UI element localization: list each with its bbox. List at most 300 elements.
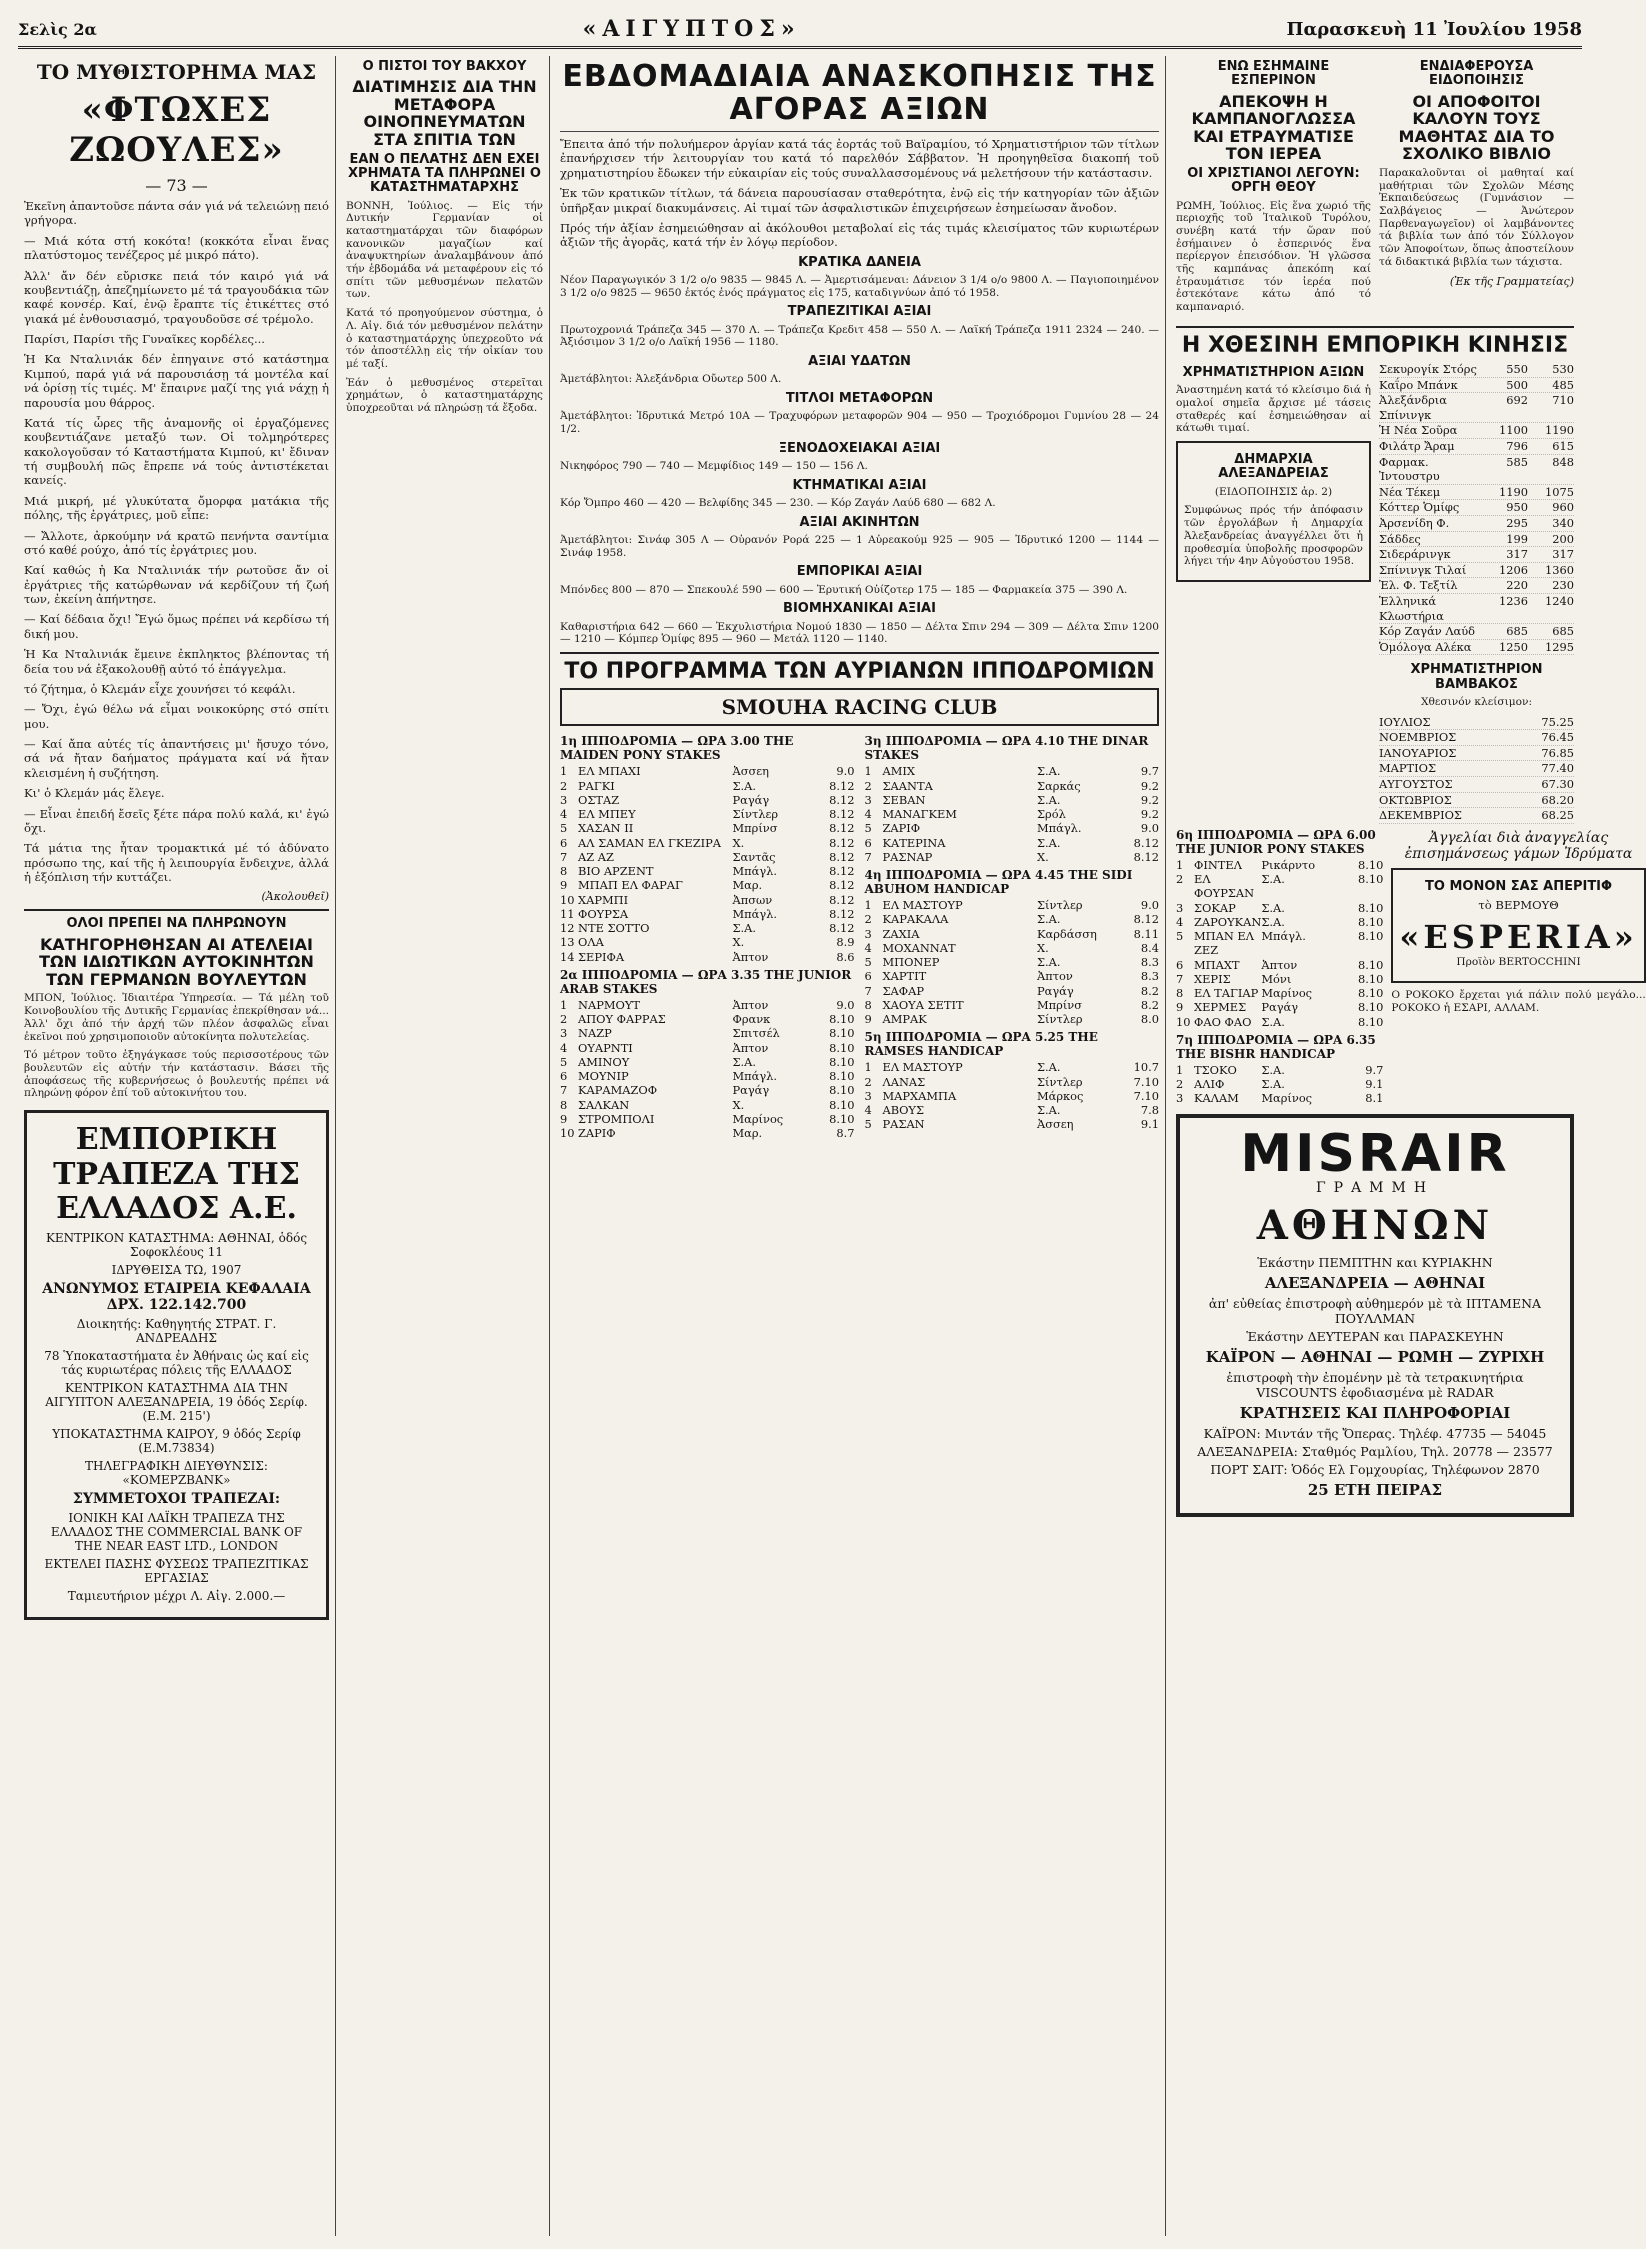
cotton-month: ΔΕΚΕΜΒΡΙΟΣ (1379, 808, 1462, 823)
serial-paragraph: — Καί δέδαια ὄχι! Ἔγώ ὅμως πρέπει νά κερδίσω τή δική μου. (24, 612, 329, 641)
entry-number: 6 (1176, 957, 1184, 972)
race-title: 7η ΙΠΠΟΔΡΟΜΙΑ — ΩΡΑ 6.35 THE BISHR HANDICAP (1176, 1032, 1376, 1061)
race-entry (865, 898, 1160, 912)
misrair-line: ἐπιστροφὴ τὴν ἐπομένην μὲ τὰ τετρακινητήρια VISCOUNTS ἐφοδιασμένα μὲ RADAR (1226, 1369, 1524, 1400)
entry-jockey: Σίντλερ (1037, 898, 1083, 913)
entry-weight: 8.10 (829, 1111, 855, 1126)
serial-signoff: (Ἀκολουθεῖ) (261, 890, 329, 904)
serial-paragraph: Ἡ Κα Νταλινιάκ ἔμεινε ἐκπληκτος βλέποντας τή δεία του νά ἐξακολουθῇ αὐτό τό ἐπάγγελμα. (24, 647, 329, 676)
entry-jockey: Μπάγλ. (732, 864, 777, 879)
entry-horse: ΖΑΧΙΑ (882, 926, 920, 941)
entry-horse: ΧΕΡΜΕΣ (1194, 1000, 1247, 1015)
market-headline: ΕΒΔΟΜΑΔΙΑΙΑ ΑΝΑΣΚΟΠΗΣΙΣ ΤΗΣ ΑΓΟΡΑΣ ΑΞΙΩΝ (562, 59, 1157, 127)
misrair-footer: 25 ΕΤΗ ΠΕΙΡΑΣ (1307, 1480, 1443, 1499)
market-section-text: Καθαριστήρια 642 — 660 — Ἐκχυλιστήρια Νομού 1830 — 1850 — Δέλτα Σπιν 294 — 309 — Δέλτα Σπιν 1200 — 1210 — Κόμπερ Ὁμίφς 895 — 960 — Μετάλ 1120 — 1140. (560, 620, 1159, 646)
race-entries (865, 898, 1160, 1026)
serial-paragraph: Ἐκεῖνη ἀπαντοῦσε πάντα σάν γιά νά τελειώνῃ πειό γρήγορα. (24, 199, 329, 228)
stocks-intro: Ἀναστημένη κατά τό κλείσιμο διά ἡ ομαλοί σημεῖα ἄρχισε μέ τάσεις σταθερές καί ἐσημειώθησαν αἱ κάτωθι τιμαί. (1176, 384, 1371, 435)
entry-number: 3 (864, 926, 872, 941)
entry-number: 6 (560, 1069, 568, 1084)
serial-paragraph: — Ὄχι, ἐγώ θέλω νά εἶμαι νοικοκύρης στό σπίτι μου. (24, 702, 329, 731)
stock-close: 317 (1552, 547, 1574, 562)
stock-open: 685 (1506, 624, 1528, 639)
stock-open: 796 (1506, 439, 1528, 454)
stock-name: Κόττερ Ὁμίφς (1379, 500, 1460, 515)
entry-number: 1 (864, 898, 872, 913)
entry-horse: ΧΑΣΑΝ ΙΙ (578, 821, 634, 836)
race-entry (865, 984, 1160, 998)
entry-jockey: Μπάγλ. (732, 1069, 777, 1084)
stock-row (1379, 455, 1574, 485)
entry-weight: 8.3 (1140, 969, 1159, 984)
entry-weight: 9.0 (1140, 898, 1159, 913)
cotton-row (1379, 777, 1574, 793)
entry-number: 6 (864, 835, 872, 850)
entry-jockey: Μαρίνος (1261, 1091, 1313, 1106)
race-entry (560, 1069, 855, 1083)
race-entry (865, 764, 1160, 778)
stock-row (1379, 578, 1574, 594)
stock-name: Κόρ Ζαγάν Λαύδ (1379, 624, 1476, 639)
entry-number: 2 (1176, 1077, 1184, 1092)
entry-weight: 8.6 (836, 949, 855, 964)
stock-open: 692 (1506, 393, 1528, 408)
market-section-text: Πρωτοχρονιά Τράπεζα 345 — 370 Λ. — Τράπεζα Κρεδιτ 458 — 550 Λ. — Λαϊκή Τράπεζα 1911 2324 — 240. — Ἀξιόσιμον 3 1/2 ο/ο Λαϊκή 1956 — 1180. (560, 323, 1159, 349)
alexandria-notice (1176, 441, 1371, 582)
misrair-sub: ΓΡΑΜΜΗ (1315, 1179, 1435, 1196)
race-entry (560, 1083, 855, 1097)
stock-open: 1206 (1499, 562, 1528, 577)
entry-jockey: Ἀπσων (732, 892, 773, 907)
stock-open: 1236 (1499, 593, 1528, 608)
race-entry (560, 907, 855, 921)
commerce-grid (1176, 362, 1574, 824)
stock-row (1379, 362, 1574, 378)
stock-name: Φιλάτρ Ἄραμ (1379, 439, 1455, 454)
misrair-advertisement (1176, 1114, 1574, 1517)
stock-close: 1240 (1545, 593, 1574, 608)
cotton-month: ΙΑΝΟΥΑΡΙΟΣ (1379, 745, 1457, 760)
race-entry (865, 1089, 1160, 1103)
esperia-brand-line: τὸ ΒΕΡΜΟΥΘ (1478, 898, 1559, 913)
stock-name: Φαρμακ. Ἰντουστρυ (1379, 454, 1440, 484)
masthead (18, 12, 1582, 49)
entry-number: 11 (560, 906, 575, 921)
race-entry (560, 893, 855, 907)
entry-jockey: Χ. (1037, 940, 1049, 955)
serial-paragraph: Τά μάτια της ἦταν τρομακτικά μέ τό ἀδύνατο πρόσωπο της, καί τῆς ἡ λειπουργία ἔνδειχνε, ἀλλά ἡ ἐξόπλιση τήν κυττάζει. (24, 841, 329, 884)
misrair-line: ΑΛΕΞΑΝΔΡΕΙΑ: Σταθμός Ραμλίου, Τηλ. 20778 — 23577 (1197, 1443, 1553, 1459)
market-section-title: ΚΤΗΜΑΤΙΚΑΙ ΑΞΙΑΙ (792, 477, 927, 493)
entry-horse: ΚΑΛΑΜ (1194, 1091, 1239, 1106)
stock-name: Σάδδες (1379, 531, 1421, 546)
stock-close: 710 (1552, 393, 1574, 408)
race-entry (865, 807, 1160, 821)
entry-horse: ΚΑΤΕΡΙΝΑ (882, 835, 946, 850)
entry-jockey: Μάρκος (1037, 1088, 1084, 1103)
stock-name: Ἐλ. Φ. Τεξτίλ (1379, 578, 1458, 593)
entry-jockey: Σ.Α. (1261, 914, 1285, 929)
race-entry (560, 1012, 855, 1026)
entry-horse: ΜΠΑΠ ΕΛ ΦΑΡΑΓ (578, 878, 683, 893)
race-entry (865, 1117, 1160, 1131)
market-section-title: ΤΙΤΛΟΙ ΜΕΤΑΦΟΡΩΝ (785, 391, 934, 407)
esperia-kicker: ΤΟ ΜΟΝΟΝ ΣΑΣ ΑΠΕΡΙΤΙΦ (1425, 878, 1613, 894)
entry-weight: 8.1 (1365, 1091, 1384, 1106)
entry-jockey: Ραγάγ (732, 1083, 770, 1098)
deputies-kicker: ΟΛΟΙ ΠΡΕΠΕΙ ΝΑ ΠΛΗΡΩΝΟΥΝ (66, 916, 287, 932)
bank-advertisement (24, 1110, 329, 1620)
entry-number: 1 (1176, 857, 1184, 872)
entry-number: 9 (1176, 1000, 1184, 1015)
race-entries (560, 998, 855, 1141)
entry-number: 6 (864, 969, 872, 984)
race-entry (865, 850, 1160, 864)
race-title: 5η ΙΠΠΟΔΡΟΜΙΑ — ΩΡΑ 5.25 THE RAMSES HANDICAP (864, 1030, 1098, 1059)
entry-jockey: Ραγάγ (1037, 983, 1074, 998)
entry-number: 3 (1176, 1091, 1184, 1106)
serial-paragraph: Παρίσι, Παρίσι τῆς Γυναῖκες κορδέλες... (24, 332, 265, 346)
race-entry (1176, 915, 1383, 929)
entry-jockey: Σ.Α. (1037, 1103, 1061, 1118)
bank-founded: ΙΔΡΥΘΕΙΣΑ ΤΩ, 1907 (111, 1262, 242, 1277)
races-headline: ΤΟ ΠΡΟΓΡΑΜΜΑ ΤΩΝ ΑΥΡΙΑΝΩΝ ΙΠΠΟΔΡΟΜΙΩΝ (564, 659, 1155, 685)
entry-horse: ΣΑΦΑΡ (882, 983, 925, 998)
race-entry (560, 807, 855, 821)
entry-weight: 9.0 (836, 764, 855, 779)
entry-weight: 8.10 (829, 1097, 855, 1112)
entry-jockey: Σ.Α. (1037, 792, 1061, 807)
entry-weight: 8.10 (829, 1054, 855, 1069)
cotton-price: 75.25 (1541, 714, 1574, 729)
race-entry (1176, 1000, 1383, 1014)
entry-jockey: Ἀπτον (732, 997, 769, 1012)
entry-weight: 7.8 (1140, 1103, 1159, 1118)
entry-horse: ΑΖ ΑΖ (578, 849, 614, 864)
entry-weight: 10.7 (1133, 1060, 1159, 1075)
entry-jockey: Ραγάγ (732, 792, 770, 807)
column-wine (340, 56, 550, 2236)
stock-open: 317 (1506, 547, 1528, 562)
entry-jockey: Σίντλερ (1037, 1012, 1083, 1027)
entry-horse: ΣΕΒΑΝ (882, 792, 926, 807)
entry-jockey: Ἀπτον (1037, 969, 1073, 984)
race-entries (560, 764, 855, 964)
entry-weight: 8.10 (1358, 914, 1384, 929)
entry-horse: ΕΛ ΜΑΣΤΟΥΡ (882, 1060, 963, 1075)
column-market (554, 56, 1166, 2236)
race-entry (1176, 1015, 1383, 1029)
race-extra-grid (1176, 824, 1646, 1106)
market-section-text: Ἀμετάβλητοι: Σινάφ 305 Λ — Οὐρανόν Ρορά 225 — 1 Αὐρεακούμ 925 — 905 — Ἰδρυτικό 1200 — 1144 — Σινάφ 1958. (560, 534, 1159, 559)
alexandria-subhead: (ΕΙΔΟΠΟΙΗΣΙΣ ἀρ. 2) (1214, 485, 1333, 498)
wine-subhead: ΕΑΝ Ο ΠΕΛΑΤΗΣ ΔΕΝ ΕΧΕΙ ΧΡΗΜΑΤΑ ΤΑ ΠΛΗΡΩΝΕΙ Ο ΚΑΤΑΣΤΗΜΑΤΑΡΧΗΣ (348, 151, 541, 196)
column-serial (18, 56, 336, 2236)
race-title: 6η ΙΠΠΟΔΡΟΜΙΑ — ΩΡΑ 6.00 THE JUNIOR PONY STAKES (1176, 827, 1376, 856)
evening-text: ΡΩΜΗ, Ἰούλιος. Εἰς ἕνα χωριό τῆς περιοχῆς τοῦ Ἰταλικοῦ Τυρόλου, συνέβη κατά τήν ὥραν πού ἐσήμαινεν ὁ ἑσπερινός ἕνα περίεργον ἐπεισόδιον. Ἡ γλῶσσα τῆς καμπάνας ἀπεκόπη καί ἐτραυμάτισε τόν ἱερέα πού ἐστεκότανε κάτω ἀπό τό καμπαναριό. (1176, 199, 1371, 314)
race-entry (560, 1112, 855, 1126)
entry-horse: ΖΑΡΙΦ (578, 1126, 616, 1141)
entry-weight: 8.10 (1358, 872, 1384, 887)
race-entry (560, 1026, 855, 1040)
market-paragraph: Ἔπειτα ἀπό τήν πολυήμερον ἀργίαν κατά τάς ἑορτάς τοῦ Βαϊραμίου, τό Χρηματιστήριον τῶν τίτλων ἐπανήρχισεν τήν λειτουργίαν του κατά τό παρελθόν Σάββατον. Ἡ προηγηθεῖσα διακοπή τοῦ χρηματιστηρίου ἔδωκεν τήν εὐκαιρίαν εἰς τούς συναλλασσομένους νά μελετήσουν τήν κατάστασιν. (560, 137, 1159, 180)
misrair-line: Ἑκάστην ΠΕΜΠΤΗΝ και ΚΥΡΙΑΚΗΝ (1257, 1254, 1493, 1270)
entry-horse: ΦΟΥΡΣΑ (578, 906, 629, 921)
race-entry (865, 1012, 1160, 1026)
race-title: 1η ΙΠΠΟΔΡΟΜΙΑ — ΩΡΑ 3.00 THE MAIDEN PONY STAKES (560, 734, 794, 763)
stocks-panel (1176, 362, 1371, 824)
entry-horse: ΜΠΟΝΕΡ (882, 955, 940, 970)
entry-horse: ΑΛ ΣΑΜΑΝ ΕΛ ΓΚΕΖΙΡΑ (578, 835, 722, 850)
race-entry (865, 836, 1160, 850)
race-entry (560, 836, 855, 850)
entry-jockey: Σ.Α. (1261, 1077, 1285, 1092)
entry-horse: ΝΤΕ ΣΟΤΤΟ (578, 921, 650, 936)
stock-name: Ἡ Νέα Σοῦρα (1379, 423, 1458, 438)
entry-horse: ΜΠΑΝ ΕΛ ΖΕΖ (1194, 929, 1254, 958)
cotton-month: ΟΚΤΩΒΡΙΟΣ (1379, 792, 1452, 807)
race-entry (865, 912, 1160, 926)
race-entry (560, 779, 855, 793)
entry-horse: ΕΛ ΤΑΓΙΑΡ (1194, 986, 1259, 1001)
entry-jockey: Μπρίνσ (732, 821, 778, 836)
deputies-paragraph: Τό μέτρον τοῦτο ἐξηγάγκασε τούς περισσοτέρους τῶν βουλευτῶν εἰς αὐτήν τήν κατάστασιν. Βάσει τῆς ἀποφάσεως τῆς κυβερνήσεως ὁ βουλευτής πρέπει νά πληρώνῃ φόρον ἐπί τοῦ αὐτοκινήτου του. (24, 1049, 329, 1100)
divider (24, 909, 329, 911)
entry-number: 5 (864, 1117, 872, 1132)
entry-horse: ΣΟΚΑΡ (1194, 900, 1236, 915)
entry-horse: ΒΙΟ ΑΡΖΕΝΤ (578, 864, 654, 879)
race-entry (560, 793, 855, 807)
market-section-text: Νικηφόρος 790 — 740 — Μεμφίδιος 149 — 150 — 156 Λ. (560, 460, 868, 473)
stocks-table (1379, 362, 1574, 655)
race-entry (560, 1098, 855, 1112)
divider (560, 131, 1159, 132)
stock-name: Καΐρο Μπάνκ (1379, 377, 1458, 392)
entry-jockey: Σπιτσέλ (732, 1026, 780, 1041)
esperia-brand: «ESPERIA» (1399, 918, 1638, 957)
entry-weight: 8.12 (829, 921, 855, 936)
race-entries (1176, 1063, 1383, 1106)
entry-weight: 9.7 (1140, 764, 1159, 779)
cotton-row (1379, 746, 1574, 762)
entry-weight: 8.9 (836, 935, 855, 950)
evening-kicker: ΕΝΩ ΕΣΗΜΑΙΝΕ ΕΣΠΕΡΙΝΟΝ (1217, 59, 1330, 89)
entry-weight: 8.10 (1358, 971, 1384, 986)
race-entry (560, 821, 855, 835)
entry-weight: 8.10 (1358, 1014, 1384, 1029)
bank-capital: ΑΝΩΝΥΜΟΣ ΕΤΑΙΡΕΙΑ ΚΕΦΑΛΑΙΑ ΔΡΧ. 122.142.700 (42, 1280, 311, 1313)
cotton-row (1379, 715, 1574, 731)
bank-vaults: Ταμιευτήριον μέχρι Λ. Αἰγ. 2.000.— (67, 1588, 286, 1603)
wine-headline: ΔΙΑΤΙΜΗΣΙΣ ΔΙΑ ΤΗΝ ΜΕΤΑΦΟΡΑ ΟΙΝΟΠΝΕΥΜΑΤΩΝ ΣΤΑ ΣΠΙΤΙΑ ΤΩΝ (352, 77, 537, 150)
entry-weight: 9.2 (1140, 778, 1159, 793)
wine-kicker: Ο ΠΙΣΤΟΙ ΤΟΥ ΒΑΚΧΟΥ (362, 59, 527, 74)
cotton-row (1379, 730, 1574, 746)
school-headline: ΟΙ ΑΠΟΦΟΙΤΟΙ ΚΑΛΟΥΝ ΤΟΥΣ ΜΑΘΗΤΑΣ ΔΙΑ ΤΟ ΣΧΟΛΙΚΟ ΒΙΒΛΙΟ (1398, 91, 1555, 164)
entry-number: 2 (560, 778, 568, 793)
race-entry (560, 1041, 855, 1055)
stock-row (1379, 532, 1574, 548)
entry-horse: ΚΑΡΑΚΑΛΑ (882, 912, 949, 927)
entry-weight: 9.7 (1365, 1062, 1384, 1077)
bank-egypt-hq: ΚΕΝΤΡΙΚΟΝ ΚΑΤΑΣΤΗΜΑ ΔΙΑ ΤΗΝ ΑΙΓΥΠΤΟΝ ΑΛΕΞΑΝΔΡΕΙΑ, 19 ὁδός Σερίφ. (Ε.Μ. 215') (45, 1380, 308, 1423)
stock-row (1379, 624, 1574, 640)
race-column (560, 730, 855, 1140)
entry-horse: ΖΑΡΙΦ (882, 821, 921, 836)
market-section-title: ΚΡΑΤΙΚΑ ΔΑΝΕΙΑ (798, 254, 921, 270)
market-section-text: Νέον Παραγωγικόν 3 1/2 ο/ο 9835 — 9845 Λ. — Ἀμερτισάμεναι: Δάνειον 3 1/4 ο/ο 9800 Λ. — Παγιοποιημένον 3 1/2 ο/ο 9825 — 9650 ἐκτός ἐνός πράγματος εἰς 175, καταδιγνύων ἀπό τό 1958. (560, 273, 1159, 299)
entry-jockey: Μόνι (1261, 971, 1292, 986)
entry-horse: ΡΑΣΑΝ (882, 1117, 925, 1132)
entry-jockey: Χ. (1037, 849, 1049, 864)
commerce-headline: Η ΧΘΕΣΙΝΗ ΕΜΠΟΡΙΚΗ ΚΙΝΗΣΙΣ (1181, 332, 1569, 358)
stock-close: 615 (1552, 439, 1574, 454)
entry-horse: ΜΠΑΧΤ (1194, 957, 1240, 972)
stock-name: Ἑλληνικά Κλωστήρια (1379, 593, 1444, 623)
entry-number: 7 (864, 849, 872, 864)
cotton-month: ΙΟΥΛΙΟΣ (1379, 714, 1431, 729)
stock-open: 1190 (1499, 484, 1528, 499)
entry-jockey: Μαρ. (732, 878, 763, 893)
stocks-table-panel (1379, 362, 1574, 824)
serial-paragraph: Καί καθώς ἡ Κα Νταλινιάκ τήν ρωτοῦσε ἄν οἱ ἐργάτριες τῆς κατώρθωναν νά κερδίζουν τή ζωή των, ἐκείνη ἀπήντησε. (24, 563, 329, 606)
entry-jockey: Μπάγλ. (1037, 821, 1082, 836)
stock-open: 950 (1506, 500, 1528, 515)
entry-weight: 8.12 (829, 864, 855, 879)
misrair-line: ἀπ' εὐθείας ἐπιστροφὴ αὐθημερόν μὲ τὰ ΙΠΤΑΜΕΝΑ ΠΟΥΛΛΜΑΝ (1208, 1295, 1542, 1326)
entry-horse: ΡΑΣΝΑΡ (882, 849, 933, 864)
serial-paragraph: — Ἄλλοτε, ἀρκούμην νά κρατῶ πενήντα σαντίμια στό καθέ ρούχο, ἀπό τίς ἐργάτριες μου. (24, 528, 329, 557)
entry-weight: 8.10 (1358, 986, 1384, 1001)
cotton-month: ΝΟΕΜΒΡΙΟΣ (1379, 730, 1457, 745)
cotton-row (1379, 793, 1574, 809)
race-entry (1176, 972, 1383, 986)
market-section-title: ΕΜΠΟΡΙΚΑΙ ΑΞΙΑΙ (796, 564, 923, 580)
cotton-price: 68.20 (1541, 792, 1574, 807)
bank-branches: 78 Ὑποκαταστήματα ἐν Ἀθήναις ὡς καί εἰς τάς κυριωτέρας πόλεις τῆς ΕΛΛΑΔΟΣ (44, 1348, 309, 1377)
cotton-price: 67.30 (1541, 777, 1574, 792)
entry-number: 5 (864, 821, 872, 836)
entry-horse: ΧΑΟΥΑ ΣΕΤΙΤ (882, 997, 964, 1012)
market-section-title: ΤΡΑΠΕΖΙΤΙΚΑΙ ΑΞΙΑΙ (787, 304, 932, 320)
entry-horse: ΟΣΤΑΖ (578, 792, 620, 807)
stock-close: 1295 (1545, 639, 1574, 654)
entry-number: 14 (560, 949, 575, 964)
cotton-row (1379, 761, 1574, 777)
entry-number: 10 (560, 1126, 575, 1141)
serial-paragraph: — Μιά κότα στή κοκότα! (κοκκότα εἶναι ἕνας πλατύστομος τενέζερος μέ μικρό πάτο). (24, 233, 329, 263)
race-title: 4η ΙΠΠΟΔΡΟΜΙΑ — ΩΡΑ 4.45 THE SIDI ABUHOM HANDICAP (864, 868, 1133, 897)
race-entry (865, 1060, 1160, 1074)
market-section-title: ΑΞΙΑΙ ΑΚΙΝΗΤΩΝ (799, 514, 920, 530)
school-story (1379, 56, 1574, 320)
stocks-title: ΧΡΗΜΑΤΙΣΤΗΡΙΟΝ ΑΞΙΩΝ (1182, 365, 1365, 381)
bank-partners: ΙΟΝΙΚΗ ΚΑΙ ΛΑΪΚΗ ΤΡΑΠΕΖΑ ΤΗΣ ΕΛΛΑΔΟΣ THE COMMERCIAL BANK OF THE NEAR EAST LTD., LONDON (50, 1510, 303, 1553)
entry-number: 2 (864, 912, 872, 927)
entry-jockey: Σαρκάς (1037, 778, 1081, 793)
entry-weight: 9.2 (1140, 792, 1159, 807)
bank-partners-title: ΣΥΜΜΕΤΟΧΟΙ ΤΡΑΠΕΖΑΙ: (72, 1490, 281, 1507)
entry-number: 3 (864, 792, 872, 807)
entry-horse: ΝΑΡΜΟΥΤ (578, 997, 640, 1012)
entry-weight: 8.12 (1133, 912, 1159, 927)
market-section-text: Ἀμετάβλητοι: Ἀλεξάνδρια Οὔωτερ 500 Λ. (560, 373, 782, 386)
entry-jockey: Μαρ. (732, 1126, 763, 1141)
entry-weight: 8.12 (829, 849, 855, 864)
misrair-line: ΠΟΡΤ ΣΑΙΤ: Ὁδός Ελ Γομχουρίας, Τηλέφωνον 2870 (1210, 1461, 1540, 1477)
market-paragraph: Πρός τήν ἀξίαν ἐσημειώθησαν αἱ ἀκόλουθοι μεταβολαί εἰς τάς τιμάς κλεισίματος τῶν κυριωτέρων ἀξιῶν τῆς ἀγορᾶς, κατά τήν ἐν λόγῳ περίοδον. (560, 220, 1159, 250)
entry-weight: 8.10 (829, 1083, 855, 1098)
entry-number: 5 (560, 821, 568, 836)
entry-jockey: Μπάγλ. (1261, 929, 1306, 944)
serial-paragraph: Κατά τίς ὧρες τῆς ἀναμονῆς οἱ ἐργαζόμενες κουβεντιάζανε μεταξύ των. Οἱ τολμηρότερες κακολογοῦσαν τό Καταστήματα Κιμπού, κι' ἔδιναν τή συμβουλή πῶς ἔπρεπε νά τούς ἀντιστέκεται κανείς. (24, 415, 329, 488)
entry-horse: ΕΛ ΜΠΕΥ (578, 807, 636, 822)
serial-paragraph: — Εἶναι ἐπειδή ἔσεῖς ξέτε πάρα πολύ καλά, κι' ἐγώ ὄχι. (24, 806, 329, 835)
entry-weight: 8.2 (1140, 997, 1159, 1012)
entry-number: 3 (560, 792, 568, 807)
page-number: Σελὶς 2α (18, 19, 97, 39)
evening-subhead: ΟΙ ΧΡΙΣΤΙΑΝΟΙ ΛΕΓΟΥΝ: ΟΡΓΗ ΘΕΟΥ (1187, 165, 1360, 196)
entry-jockey: Σ.Α. (1037, 835, 1061, 850)
entry-horse: ΡΑΓΚΙ (578, 778, 615, 793)
entry-weight: 8.10 (1358, 900, 1384, 915)
entry-jockey: Ἀσσεη (1037, 1117, 1074, 1132)
entry-horse: ΦΑΟ ΦΑΟ (1194, 1014, 1252, 1029)
race-entries (865, 764, 1160, 864)
entry-number: 3 (560, 1026, 568, 1041)
entry-number: 1 (864, 1060, 872, 1075)
entry-jockey: Σ.Α. (1037, 912, 1061, 927)
stock-open: 500 (1506, 377, 1528, 392)
entry-jockey: Ἀπτον (1261, 957, 1298, 972)
entry-jockey: Μπάγλ. (732, 906, 777, 921)
entry-number: 9 (560, 878, 568, 893)
entry-horse: ΑΜΙΧ (882, 764, 915, 779)
entry-weight: 8.12 (829, 807, 855, 822)
stock-close: 530 (1552, 362, 1574, 377)
stock-row (1379, 594, 1574, 624)
entry-horse: ΣΕΡΙΦΑ (578, 949, 625, 964)
misrair-line: Ἑκάστην ΔΕΥΤΕΡΑΝ και ΠΑΡΑΣΚΕΥΗΝ (1246, 1328, 1504, 1344)
stock-name: Ὁμόλογα Αλέκα (1379, 639, 1472, 654)
entry-weight: 8.7 (836, 1126, 855, 1141)
cotton-month: ΑΥΓΟΥΣΤΟΣ (1379, 777, 1453, 792)
stock-name: Σιδεράρινγκ (1379, 547, 1451, 562)
stock-name: Σπίνινγκ Τιλαί (1379, 562, 1467, 577)
entry-horse: ΑΜΡΑΚ (882, 1012, 927, 1027)
stock-name: Ἀλεξάνδρια Σπίνινγκ (1379, 393, 1447, 422)
race-entry (865, 969, 1160, 983)
serial-title: «ΦΤΩΧΕΣ ΖΩΟΥΛΕΣ» (69, 90, 284, 170)
stock-name: Σεκυρογίκ Στόρς (1379, 362, 1477, 377)
serial-paragraph: τό ζήτημα, ὁ Κλεμάν εἶχε χουνήσει τό κεφάλι. (24, 681, 296, 696)
race-entry (865, 927, 1160, 941)
race-entry (560, 878, 855, 892)
entry-number: 2 (560, 1012, 568, 1027)
entry-number: 1 (560, 997, 568, 1012)
cotton-price: 77.40 (1541, 761, 1574, 776)
market-section-text: Ἀμετάβλητοι: Ἰδρυτικά Μετρό 10Α — Τραχυφόρων μεταφορῶν 904 — 950 — Τροχιόδρομοι Γυμνίου 28 — 24 1/2. (560, 410, 1159, 436)
race-entry (560, 1126, 855, 1140)
entry-horse: ΑΠΟΥ ΦΑΡΡΑΣ (578, 1012, 666, 1027)
entry-weight: 8.10 (1358, 929, 1384, 944)
stock-close: 1190 (1545, 423, 1574, 438)
entry-horse: ΧΕΡΙΣ (1194, 971, 1231, 986)
entry-number: 1 (560, 764, 568, 779)
entry-number: 2 (864, 1074, 872, 1089)
entry-jockey: Χ. (732, 935, 745, 950)
entry-jockey: Σίντλερ (1037, 1074, 1083, 1089)
